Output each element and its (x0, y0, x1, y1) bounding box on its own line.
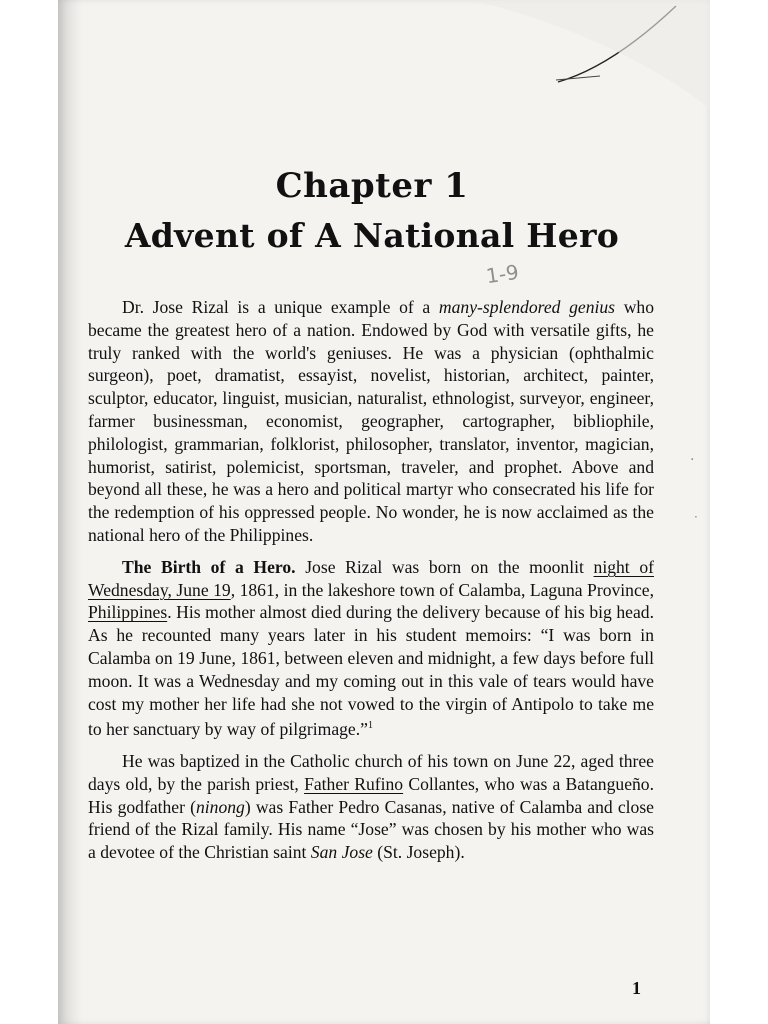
text-run: , 1861, in the lakeshore town of Calamba, Laguna Province, (230, 579, 654, 600)
text-run: who became the greatest hero of a nation. Endowed by God with versatile gifts, he truly ranked with the world's geniuses. He was a physician (ophthalmic surgeon), poet, dramatist, essayist, novelist, historian, architect, painter, sculptor, educator, linguist, musician, naturalist, ethnologist, surveyor, engineer, farmer businessman, economist, geographer, cartographer, bibliophile, philologist, grammarian, folklorist, philosopher, translator, inventor, magician, humorist, satirist, polemicist, sportsman, traveler, and prophet. Above and beyond all these, he was a hero and political martyr who consecrated his life for the redemption of his oppressed people. No wonder, he is now acclaimed as the national hero of the Philippines. (88, 297, 654, 545)
page-number: 1 (632, 978, 641, 998)
text-run: ) was Father Pedro Casanas, native of Calamba and close friend of the Rizal family. His name “Jose” was chosen by his mother who was a devotee of the Christian saint (88, 796, 654, 863)
handwritten-annotation: 1-9 (484, 259, 521, 289)
text-run: Jose Rizal was born on the moonlit (295, 556, 594, 577)
section-heading: The Birth of a Hero. (122, 556, 296, 577)
text-run: He was baptized in the Catholic church of his town on June 22, aged three days old, by the parish priest, (88, 751, 654, 794)
underlined-text: Philippines (88, 602, 168, 623)
emphasis-text: San Jose (310, 842, 373, 863)
body-text (88, 296, 654, 873)
margin-smudge: ⋅ (690, 452, 695, 468)
paragraph-intro (88, 296, 654, 547)
chapter-heading (82, 166, 662, 256)
text-run: Dr. Jose Rizal is a unique example of a (122, 297, 439, 317)
text-run: . His mother almost died during the delivery because of his big head. As he recounted many years later in his student memoirs: “I was born in Calamba on 19 June, 1861, between eleven and midnight, a few days before full moon. It was a Wednesday and my coming out in this vale of tears would have cost my mother her life had she not vowed to the virgin of Antipolo to take me to her sanctuary by way of pilgrimage.” (88, 602, 654, 740)
paragraph-birth (88, 556, 654, 741)
binding-shadow (58, 0, 82, 1024)
margin-smudge: ⋅ (694, 510, 698, 524)
underlined-text: night of Wednesday, June 19 (88, 556, 654, 600)
chapter-number: Chapter 1 (275, 166, 469, 206)
chapter-title: Advent of A National Hero (124, 216, 620, 255)
emphasis-text: many-splendored genius (438, 297, 616, 317)
emphasis-text: ninong (195, 796, 245, 817)
paragraph-baptism (88, 750, 654, 864)
underlined-text: Father Rufino (304, 773, 404, 794)
footnote-marker: 1 (367, 720, 373, 732)
text-run: (St. Joseph). (372, 842, 465, 863)
text-run: Collantes, who was a Batangueño. His godfather ( (88, 773, 654, 817)
